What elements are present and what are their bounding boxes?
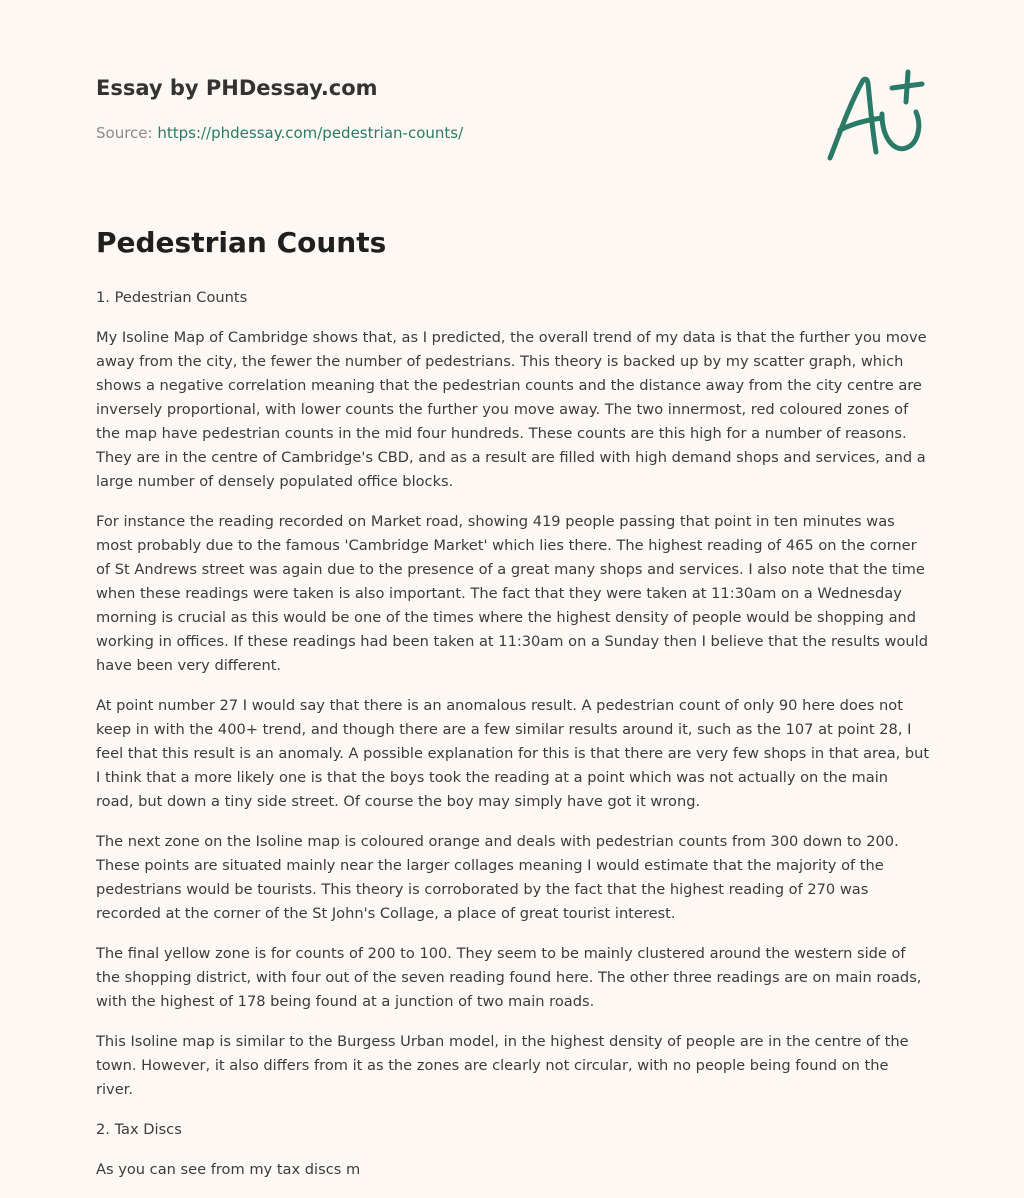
essay-paragraph: My Isoline Map of Cambridge shows that, as I predicted, the overall trend of my data is that the further you move away from the city, the fewer the number of pedestrians. This theory is backed up by my scatter graph, which shows a negative correlation meaning that the pedestrian counts and the distance away from the city centre are inversely proportional, with lower counts the further you move away. The two innermost, red coloured zones of the map have pedestrian counts in the mid four hundreds. These counts are this high for a number of reasons. They are in the centre of Cambridge's CBD, and as a result are filled with high demand shops and services, and a large number of densely populated office blocks. [96,329,927,490]
brand-title: Essay by PHDessay.com [96,76,378,100]
essay-paragraph: This Isoline map is similar to the Burgess Urban model, in the highest density of people are in the centre of the town. However, it also differs from it as the zones are clearly not circular, with no people being found on the river. [96,1033,909,1098]
logo-plus-horizontal [892,84,922,88]
logo-smile-swoosh [882,112,919,149]
essay-paragraph: For instance the reading recorded on Market road, showing 419 people passing that point in ten minutes was most probably due to the famous 'Cambridge Market' which lies there. The highest reading of 465 on the corner of St Andrews street was again due to the presence of a great many shops and services. I also note that the time when these readings were taken is also important. The fact that they were taken at 11:30am on a Wednesday morning is crucial as this would be one of the times where the highest density of people would be shopping and working in offices. If these readings had been taken at 11:30am on a Sunday then I believe that the results would have been very different. [96,513,928,674]
essay-paragraph: As you can see from my tax discs m [96,1161,361,1178]
essay-title: Pedestrian Counts [96,226,387,259]
essay-paragraph: The final yellow zone is for counts of 200 to 100. They seem to be mainly clustered around the western side of the shopping district, with four out of the seven reading found here. The other three readings are on main roads, with the highest of 178 being found at a junction of two main roads. [96,945,922,1010]
essay-paragraph: At point number 27 I would say that there is an anomalous result. A pedestrian count of only 90 here does not keep in with the 400+ trend, and though there are a few similar results around it, such as the 107 at point 28, I feel that this result is an anomaly. A possible explanation for this is that there are very few shops in that area, but I think that a more likely one is that the boys took the reading at a point which was not actually on the main road, but down a tiny side street. Of course the boy may simply have got it wrong. [96,697,930,810]
source-label: Source: [96,124,158,142]
a-plus-logo-icon [824,68,928,164]
essay-paragraph: 1. Pedestrian Counts [96,289,248,306]
source-line [96,124,463,142]
essay-body [96,286,930,1198]
essay-paragraph: 2. Tax Discs [96,1121,182,1138]
essay-paragraph: The next zone on the Isoline map is coloured orange and deals with pedestrian counts from 300 down to 200. These points are situated mainly near the larger collages meaning I would estimate that the majority of the pedestrians would be tourists. This theory is corroborated by the fact that the highest reading of 270 was recorded at the corner of the St John's Collage, a place of great tourist interest. [96,833,899,922]
source-link[interactable]: https://phdessay.com/pedestrian-counts/ [157,124,464,142]
